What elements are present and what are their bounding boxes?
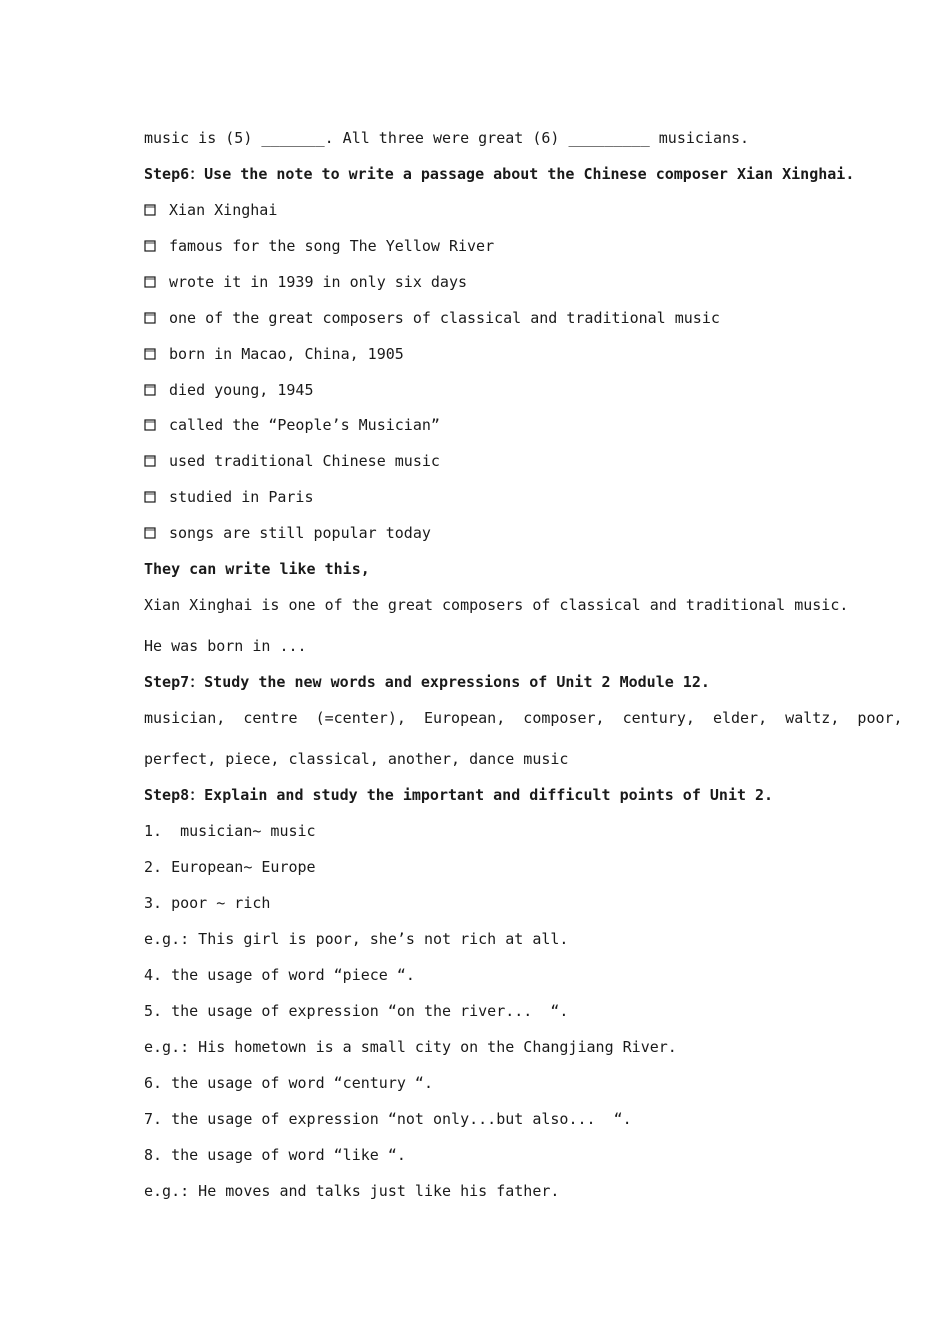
words-line-2: perfect, piece, classical, another, dance music bbox=[144, 750, 569, 768]
hollow-square-bullet-icon bbox=[144, 527, 156, 539]
step8-heading: Step8：Explain and study the important and difficult points of Unit 2. bbox=[144, 786, 774, 804]
note-item: died young, 1945 bbox=[144, 380, 314, 400]
words-line-1: musician, centre (=center), European, composer, century, elder, waltz, poor, bbox=[144, 709, 903, 727]
point-item: 1. musician~ music bbox=[144, 822, 316, 840]
note-item: studied in Paris bbox=[144, 487, 314, 507]
example-sentence: e.g.: His hometown is a small city on the Changjiang River. bbox=[144, 1038, 677, 1056]
note-item: famous for the song The Yellow River bbox=[144, 236, 494, 256]
point-item: 2. European~ Europe bbox=[144, 858, 316, 876]
point-item: 8. the usage of word “like “. bbox=[144, 1146, 406, 1164]
example-line-2: He was born in ... bbox=[144, 637, 307, 655]
note-item: wrote it in 1939 in only six days bbox=[144, 272, 467, 292]
hollow-square-bullet-icon bbox=[144, 384, 156, 396]
example-sentence: e.g.: This girl is poor, she’s not rich at all. bbox=[144, 930, 569, 948]
note-item: called the “People’s Musician” bbox=[144, 415, 440, 435]
point-item: 4. the usage of word “piece “. bbox=[144, 966, 415, 984]
hollow-square-bullet-icon bbox=[144, 348, 156, 360]
step6-heading: Step6：Use the note to write a passage about the Chinese composer Xian Xinghai. bbox=[144, 165, 855, 183]
note-item: born in Macao, China, 1905 bbox=[144, 344, 404, 364]
point-item: 7. the usage of expression “not only...but also... “. bbox=[144, 1110, 632, 1128]
note-item: Xian Xinghai bbox=[144, 200, 277, 220]
example-heading: They can write like this, bbox=[144, 560, 370, 578]
note-item: one of the great composers of classical and traditional music bbox=[144, 308, 720, 328]
example-line-1: Xian Xinghai is one of the great composers of classical and traditional music. bbox=[144, 596, 849, 614]
point-item: 6. the usage of word “century “. bbox=[144, 1074, 433, 1092]
note-item: songs are still popular today bbox=[144, 523, 431, 543]
hollow-square-bullet-icon bbox=[144, 276, 156, 288]
hollow-square-bullet-icon bbox=[144, 419, 156, 431]
point-item: 3. poor ~ rich bbox=[144, 894, 271, 912]
hollow-square-bullet-icon bbox=[144, 491, 156, 503]
hollow-square-bullet-icon bbox=[144, 455, 156, 467]
intro-line: music is (5) _______. All three were great (6) _________ musicians. bbox=[144, 129, 750, 147]
example-sentence: e.g.: He moves and talks just like his father. bbox=[144, 1182, 560, 1200]
point-item: 5. the usage of expression “on the river... “. bbox=[144, 1002, 569, 1020]
hollow-square-bullet-icon bbox=[144, 312, 156, 324]
step7-heading: Step7：Study the new words and expressions of Unit 2 Module 12. bbox=[144, 673, 710, 691]
hollow-square-bullet-icon bbox=[144, 240, 156, 252]
hollow-square-bullet-icon bbox=[144, 204, 156, 216]
note-item: used traditional Chinese music bbox=[144, 451, 440, 471]
